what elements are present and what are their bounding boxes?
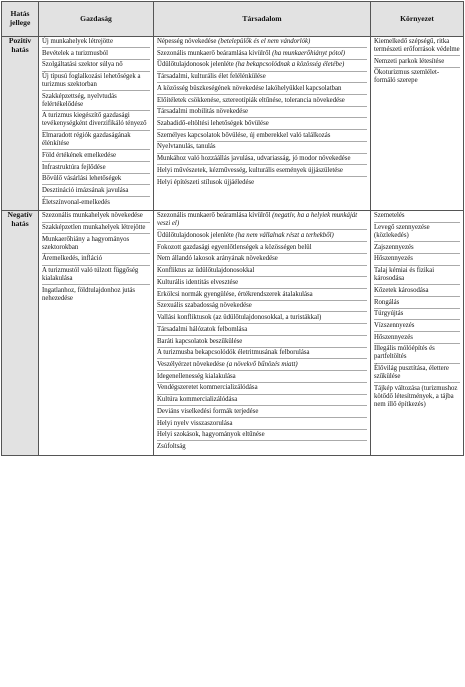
item-text: Helyi szokások, hagyományok eltűnése [157,431,265,439]
header-nature: Hatás jellege [2,2,39,37]
item-text: Helyi művészetek, kézművesség, kulturális események újjászületése [157,166,343,174]
negative-society-cell [154,211,371,455]
list-item [157,420,367,430]
item-text: A turizmus kiegészítő gazdasági tevékenységként diverzifikáló tényező [42,112,147,128]
list-item [42,199,150,208]
item-text: Kulturális identitás elvesztése [157,278,239,286]
list-item [374,212,460,222]
item-text: Új típusú foglalkozási lehetőségek a turizmus szektorban [42,73,141,89]
item-text: Munkához való hozzáállás javulása, udvariasság, jó modor növekedése [157,155,351,163]
list-item [42,287,150,304]
list-item [157,38,367,48]
item-text: Ökoturizmus szemlélet-formáló szerepe [374,69,440,85]
list-item [157,326,367,336]
item-text: Szakképzettség, nyelvtudás felértékelődése [42,92,117,108]
list-item [42,175,150,185]
list-item [157,302,367,312]
list-item [374,334,460,344]
item-text: Szezonális munkahelyek növekedése [42,212,143,220]
item-text: Új munkahelyek létrejötte [42,38,113,45]
item-text: Elmaradott régiók gazdaságának élénkítése [42,132,131,148]
list-item [374,267,460,285]
item-text: Szezonális munkaerő beáramlása kívülről [157,49,271,57]
item-text: Bevételek a turizmusból [42,49,109,57]
list-item [374,299,460,309]
item-text: Kultúra kommercializálódása [157,396,238,404]
list-item [157,244,367,254]
item-text: Kiemelkedő szépségű, ritka természeti erőforrások védelme [374,38,460,53]
list-item [42,152,150,162]
row-label-positive: Pozitív hatás [2,37,39,211]
list-item [42,187,150,197]
list-item [374,345,460,363]
item-text: Zajszennyezés [374,243,414,251]
item-note: (negatív, ha a helyiek munkáját veszi el) [157,212,358,228]
item-text: Infrastruktúra fejlődése [42,163,106,171]
item-text: Idegenellenesség kialakulása [157,372,236,380]
list-item [157,73,367,83]
list-item [157,61,367,71]
positive-economy-cell [39,37,154,211]
item-text: Levegő szennyezése (közlekedés) [374,224,430,240]
item-text: Nem állandó lakosok arányának növekedése [157,255,278,263]
list-item [374,69,460,86]
item-text: Szemetelés [374,212,405,220]
item-text: Talaj kémiai és fizikai károsodása [374,267,435,283]
table-row-positive [2,37,464,211]
item-text: Szabadidő-eltöltési lehetőségek bővülése [157,120,269,128]
table-row-negative [2,211,464,455]
item-text: Szolgáltatási szektor súlya nő [42,61,123,69]
item-text: Szezonális munkaerő beáramlása kívülről [157,212,271,220]
list-item [157,167,367,177]
item-text: Konfliktus az üdülőtulajdonosokkal [157,267,255,275]
item-text: Desztináció imázsának javulása [42,186,129,194]
list-item [374,322,460,332]
positive-environment-cell [371,37,464,211]
list-item [157,314,367,324]
list-item [374,385,460,410]
list-item [157,155,367,165]
list-item [42,93,150,111]
list-item [42,132,150,150]
item-text: Vendégszeretet kommercializálódása [157,384,258,392]
item-text: A turizmustól való túlzott függőség kialakulása [42,267,139,283]
list-item [157,396,367,406]
list-item [374,244,460,254]
item-text: Társadalmi hálózatok felbomlása [157,325,248,333]
list-item [157,408,367,418]
list-item [157,255,367,265]
list-item [157,179,367,188]
list-item [157,443,367,452]
item-text: Áremelkedés, infláció [42,255,103,263]
list-item [157,267,367,277]
list-item [157,338,367,348]
item-text: Ingatlanhoz, földtulajdonhoz jutás nehezedése [42,286,136,302]
item-text: Nemzeti parkok létesítése [374,57,445,65]
item-text: Szexuális szabadosság növekedése [157,302,252,310]
item-text: Zsúfoltság [157,442,186,450]
item-text: Szakképzetlen munkahelyek létrejötte [42,224,146,232]
item-text: Kőzetek károsodása [374,286,429,294]
item-text: Vízszennyezés [374,322,415,329]
list-item [374,310,460,320]
item-text: A közösség büszkeségének növekedése lakóhelyükkel kapcsolatban [157,84,342,92]
item-text: Üdülőtulajdonosok jelenléte [157,232,234,240]
item-text: Baráti kapcsolatok beszűkülése [157,337,243,345]
list-item [157,232,367,242]
item-text: Társadalmi, kulturális élet felélénkülése [157,73,266,81]
list-item [374,224,460,242]
item-text: Helyi nyelv visszaszorulása [157,419,233,427]
item-text: Tájkép változása (turizmushoz kötődő létesítmények, a tájba nem illő építkezés) [374,384,458,408]
item-text: Föld értékének emelkedése [42,151,116,159]
item-text: Nyelvtanulás, tanulás [157,143,216,151]
item-text: Hőszennyezés [374,333,413,341]
list-item [374,287,460,297]
positive-society-cell [154,37,371,211]
item-text: Személyes kapcsolatok bővülése, új emberekkel való találkozás [157,131,331,139]
item-text: Deviáns viselkedési formák terjedése [157,407,259,415]
list-item [157,361,367,371]
header-environment: Környezet [371,2,464,37]
list-item [374,58,460,68]
list-item [157,50,367,60]
item-text: Helyi építészeti stílusok újjáéledése [157,178,255,186]
list-item [157,85,367,95]
tourism-impact-table [1,1,464,456]
item-text: Életszínvonal-emelkedés [42,198,110,206]
negative-economy-cell [39,211,154,455]
item-text: Veszélyérzet növekedése [157,360,225,368]
header-economy: Gazdaság [39,2,154,37]
item-note: (betelepülők és el nem vándorlók) [218,38,311,45]
item-text: Erkölcsi normák gyengülése, értékrendszerek átalakulása [157,290,313,298]
item-text: Társadalmi mobilitás növekedése [157,108,248,116]
list-item [42,50,150,60]
list-item [157,108,367,118]
list-item [157,291,367,301]
item-text: Fokozott gazdasági egyenlőtlenségek a közösségen belül [157,243,312,251]
list-item [42,267,150,285]
list-item [42,61,150,71]
item-text: Hőszennyezés [374,255,413,263]
item-text: Élővilág pusztítása, élettere szűkülése [374,365,449,381]
item-text: A turizmusba bekapcsolódók életritmusának felborulása [157,349,310,357]
list-item [157,279,367,289]
list-item [157,431,367,441]
item-text: Üdülőtulajdonosok jelenléte [157,61,234,69]
list-item [374,365,460,383]
table-header-row [2,2,464,37]
header-society: Társadalom [154,2,371,37]
list-item [42,164,150,174]
list-item [42,255,150,265]
item-text: Bővülő vásárlási lehetőségek [42,175,122,183]
item-note: (ha bekapcsolódnak a közösség életébe) [235,61,345,69]
item-note: (ha munkaerőhiányt pótol) [272,49,346,57]
list-item [157,143,367,153]
item-text: Népesség növekedése [157,38,217,45]
list-item [42,236,150,254]
list-item [157,349,367,359]
item-text: Előítéletek csökkenése, sztereotípiák eltűnése, tolerancia növekedése [157,96,345,104]
item-text: Túrgyújtás [374,310,404,318]
list-item [157,384,367,394]
list-item [374,38,460,56]
list-item [374,255,460,265]
item-text: Rongálás [374,298,400,306]
list-item [157,373,367,383]
list-item [42,224,150,234]
list-item [42,212,150,222]
list-item [157,120,367,130]
list-item [157,212,367,230]
list-item [42,38,150,48]
row-label-negative: Negatív hatás [2,211,39,455]
item-note: (ha nem vállalnak részt a terhekből) [235,232,334,240]
list-item [42,112,150,130]
list-item [157,97,367,107]
list-item [157,132,367,142]
item-note: (a növekvő bűnözés miatt) [226,360,298,368]
list-item [42,73,150,91]
negative-environment-cell [371,211,464,455]
item-text: Vallási konfliktusok (az üdülőtulajdonosokkal, a turistákkal) [157,314,322,322]
item-text: Munkaerőhiány a hagyományos szektorokban [42,235,130,251]
item-text: Illegális mólóépítés és partfeltöltés [374,345,435,361]
